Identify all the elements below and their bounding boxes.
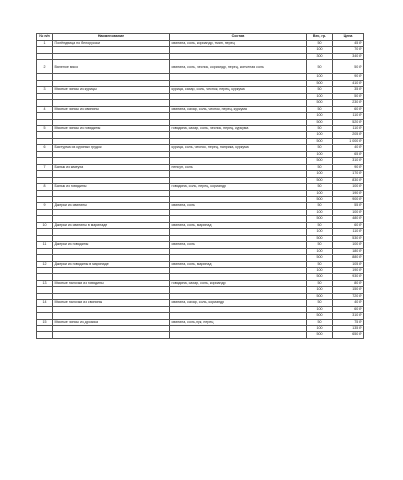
product-weight: 50 — [307, 60, 333, 74]
product-composition: свинина, сахар, соль, чеснок, перец, куркума — [170, 106, 307, 112]
product-price: 205 ₽ — [333, 132, 364, 138]
product-composition: свинина, соль — [170, 203, 307, 209]
product-price: 480 ₽ — [333, 216, 364, 222]
product-name: Мясные чипсы из свинины — [53, 106, 170, 112]
product-number: 8 — [37, 184, 53, 190]
product-weight: 500 — [307, 196, 333, 202]
product-price: 70 ₽ — [333, 47, 364, 53]
header-name: Наименование — [53, 34, 170, 41]
product-price: 930 ₽ — [333, 274, 364, 280]
product-weight: 500 — [307, 216, 333, 222]
product-price: 410 ₽ — [333, 80, 364, 86]
product-price: 65 ₽ — [333, 151, 364, 157]
product-weight: 500 — [307, 313, 333, 319]
product-name: Джерки из говядины в маринаде — [53, 261, 170, 267]
product-weight: 100 — [307, 229, 333, 235]
header-row — [37, 34, 364, 41]
product-weight: 50 — [307, 87, 333, 93]
product-name: Мясные чипсы из дрозика — [53, 319, 170, 325]
table-row — [37, 332, 364, 338]
product-composition: свинина, соль, маринад — [170, 222, 307, 228]
product-weight: 500 — [307, 255, 333, 261]
product-number: 13 — [37, 280, 53, 286]
product-price: 135 ₽ — [333, 326, 364, 332]
product-composition: свинина, соль — [170, 242, 307, 248]
product-price: 80 ₽ — [333, 280, 364, 286]
product-price: 105 ₽ — [333, 261, 364, 267]
product-name: Джерки из свинины — [53, 203, 170, 209]
product-price: 60 ₽ — [333, 306, 364, 312]
product-price: 530 ₽ — [333, 235, 364, 241]
product-composition: говядина, соль, перец, кориандр — [170, 184, 307, 190]
product-price: 310 ₽ — [333, 313, 364, 319]
product-name: Балык из жмеуха — [53, 164, 170, 170]
product-price: 40 ₽ — [333, 145, 364, 151]
product-price: 75 ₽ — [333, 319, 364, 325]
product-price: 90 ₽ — [333, 74, 364, 80]
product-composition: свинина, соль, маринад — [170, 261, 307, 267]
price-sheet — [36, 33, 363, 339]
product-weight: 50 — [307, 300, 333, 306]
product-name: Вяленое мясо — [53, 60, 170, 74]
product-price: 110 ₽ — [333, 113, 364, 119]
product-name: Мясные палочки из свинины — [53, 300, 170, 306]
product-price: 150 ₽ — [333, 287, 364, 293]
product-weight: 500 — [307, 100, 333, 106]
product-weight: 50 — [307, 203, 333, 209]
product-composition: курица, соль, чеснок, перец, паприка, куркума — [170, 145, 307, 151]
table-row — [37, 60, 364, 74]
product-weight: 50 — [307, 319, 333, 325]
product-composition: говядина, сахар, соль, кориандр — [170, 280, 307, 286]
product-price: 720 ₽ — [333, 293, 364, 299]
product-number: 4 — [37, 106, 53, 112]
product-number: 5 — [37, 125, 53, 131]
product-weight: 100 — [307, 132, 333, 138]
product-number: 1 — [37, 41, 53, 47]
product-weight: 50 — [307, 242, 333, 248]
product-price: 90 ₽ — [333, 164, 364, 170]
product-price: 190 ₽ — [333, 267, 364, 273]
header-weight: Вес, гр. — [307, 34, 333, 41]
product-weight: 50 — [307, 145, 333, 151]
product-composition: свинина, соль, чеснок, кориандр, перец, копченая соль — [170, 60, 307, 74]
product-number: 12 — [37, 261, 53, 267]
product-price: 100 ₽ — [333, 242, 364, 248]
price-table — [36, 33, 364, 339]
empty-cell — [170, 332, 307, 338]
product-price: 55 ₽ — [333, 203, 364, 209]
product-number: 3 — [37, 87, 53, 93]
product-name: Мясные чипсы из говядины — [53, 125, 170, 131]
product-weight: 500 — [307, 274, 333, 280]
product-name: Мясные палочки из говядины — [53, 280, 170, 286]
product-weight: 50 — [307, 261, 333, 267]
product-price: 50 ₽ — [333, 60, 364, 74]
product-price: 60 ₽ — [333, 106, 364, 112]
product-weight: 100 — [307, 93, 333, 99]
product-price: 650 ₽ — [333, 332, 364, 338]
price-table-body — [37, 41, 364, 339]
product-number: 14 — [37, 300, 53, 306]
product-price: 880 ₽ — [333, 255, 364, 261]
product-composition: пепсун, соль — [170, 164, 307, 170]
product-name: Джерки из свинины в маринаде — [53, 222, 170, 228]
product-price: 40 ₽ — [333, 300, 364, 306]
product-price: 520 ₽ — [333, 119, 364, 125]
empty-cell — [37, 332, 53, 338]
product-weight: 500 — [307, 138, 333, 144]
product-price: 110 ₽ — [333, 229, 364, 235]
product-number: 6 — [37, 145, 53, 151]
product-price: 180 ₽ — [333, 248, 364, 254]
product-name: Балык из говядины — [53, 184, 170, 190]
empty-cell — [53, 332, 170, 338]
product-weight: 300 — [307, 53, 333, 59]
product-price: 900 ₽ — [333, 196, 364, 202]
product-name: Мясные чипсы из курицы — [53, 87, 170, 93]
product-number: 9 — [37, 203, 53, 209]
product-weight: 50 — [307, 125, 333, 131]
product-price: 35 ₽ — [333, 87, 364, 93]
product-weight: 500 — [307, 80, 333, 86]
product-weight: 50 — [307, 280, 333, 286]
product-composition: свинина, сахар, соль, кориандр — [170, 300, 307, 306]
product-price: 50 ₽ — [333, 93, 364, 99]
product-composition: говядина, сахар, соль, чеснок, перец, куркума — [170, 125, 307, 131]
product-price: 230 ₽ — [333, 100, 364, 106]
product-weight: 500 — [307, 158, 333, 164]
product-weight: 100 — [307, 151, 333, 157]
product-weight: 100 — [307, 190, 333, 196]
product-weight: 100 — [307, 287, 333, 293]
header-price: Цена — [333, 34, 364, 41]
product-price: 310 ₽ — [333, 158, 364, 164]
product-weight: 100 — [307, 171, 333, 177]
product-weight: 100 — [307, 113, 333, 119]
product-name: Полёндвица по белорусски — [53, 41, 170, 47]
product-weight: 50 — [307, 41, 333, 47]
product-weight: 50 — [307, 164, 333, 170]
product-weight: 100 — [307, 267, 333, 273]
product-name: Джерки из говядины — [53, 242, 170, 248]
product-number: 2 — [37, 60, 53, 74]
header-num: № п/п — [37, 34, 53, 41]
product-weight: 50 — [307, 184, 333, 190]
product-weight: 500 — [307, 177, 333, 183]
product-composition: свинина, соль,лук, перец — [170, 319, 307, 325]
product-number: 7 — [37, 164, 53, 170]
product-price: 340 ₽ — [333, 53, 364, 59]
product-weight: 100 — [307, 209, 333, 215]
product-number: 15 — [37, 319, 53, 325]
product-weight: 500 — [307, 119, 333, 125]
product-weight: 100 — [307, 248, 333, 254]
product-price: 60 ₽ — [333, 222, 364, 228]
product-weight: 50 — [307, 106, 333, 112]
product-price: 110 ₽ — [333, 125, 364, 131]
product-price: 45 ₽ — [333, 41, 364, 47]
product-price: 100 ₽ — [333, 209, 364, 215]
product-composition: курица, сахар, соль, чеснок, перец, куркума — [170, 87, 307, 93]
product-weight: 500 — [307, 235, 333, 241]
product-number: 10 — [37, 222, 53, 228]
product-number: 11 — [37, 242, 53, 248]
product-weight: 500 — [307, 332, 333, 338]
product-weight: 50 — [307, 222, 333, 228]
product-weight: 100 — [307, 326, 333, 332]
product-price: 830 ₽ — [333, 177, 364, 183]
product-price: 100 ₽ — [333, 184, 364, 190]
product-name: Бастурма из куриных грудок — [53, 145, 170, 151]
header-composition: Состав — [170, 34, 307, 41]
product-price: 1 000 ₽ — [333, 138, 364, 144]
product-weight: 500 — [307, 293, 333, 299]
product-composition: свинина, соль, кориандр, тмин, перец — [170, 41, 307, 47]
product-price: 190 ₽ — [333, 190, 364, 196]
product-weight: 100 — [307, 74, 333, 80]
product-weight: 100 — [307, 47, 333, 53]
product-weight: 100 — [307, 306, 333, 312]
product-price: 170 ₽ — [333, 171, 364, 177]
